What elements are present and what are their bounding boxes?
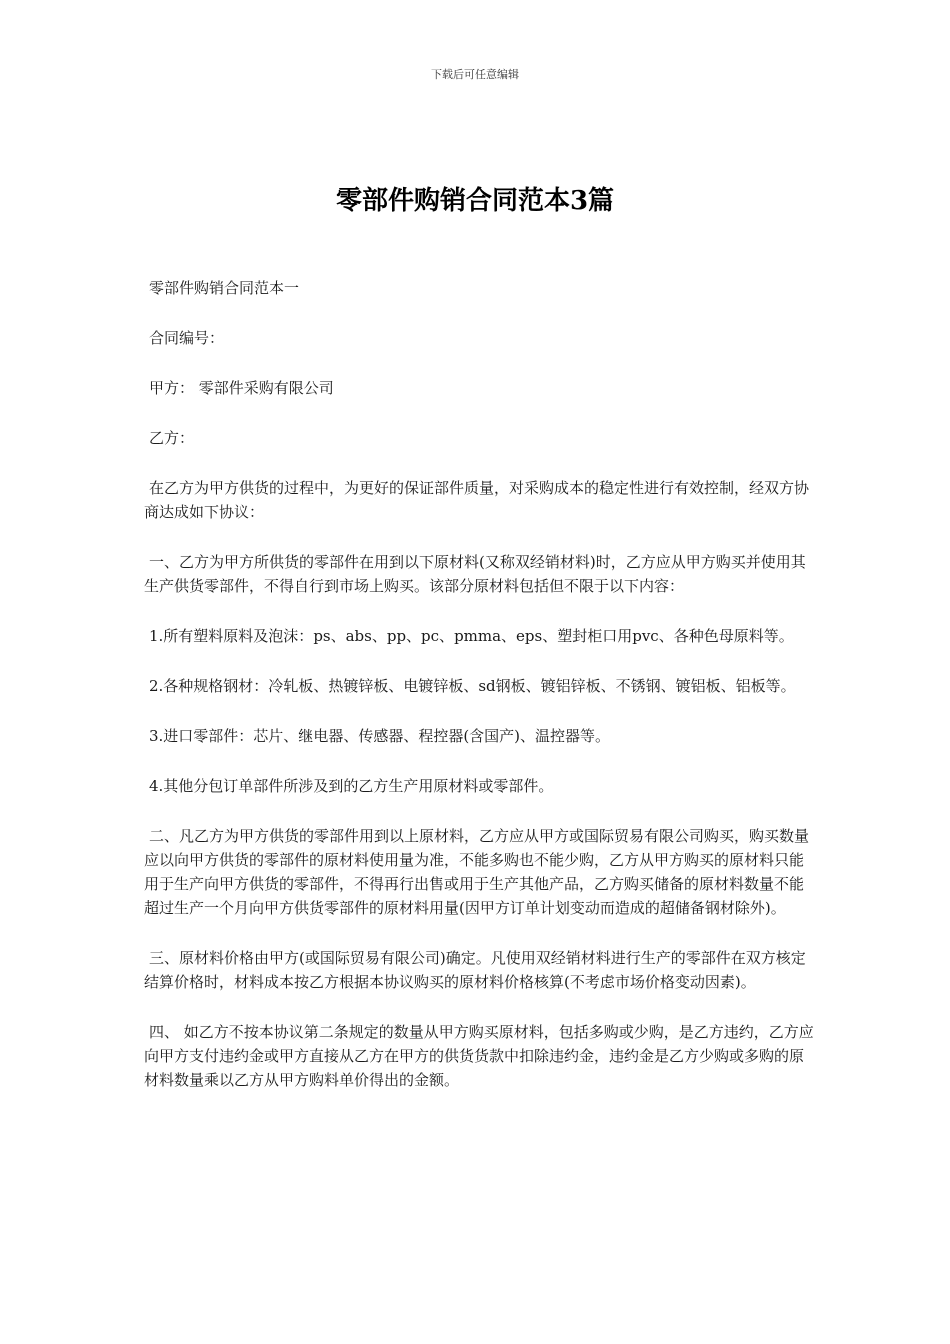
preamble-paragraph <box>144 476 816 524</box>
paragraph-text: 2.各种规格钢材：冷轧板、热镀锌板、电镀锌板、sd钢板、镀铝锌板、不锈钢、镀铝板、铝板等。 <box>149 677 796 695</box>
paragraph-text: 合同编号： <box>149 329 225 347</box>
paragraph-text: 3.进口零部件：芯片、继电器、传感器、程控器(含国产)、温控器等。 <box>149 727 611 745</box>
document-body <box>144 276 816 1118</box>
list-item-steel <box>144 674 816 698</box>
paragraph-text: 零部件购销合同范本一 <box>149 279 300 297</box>
paragraph-text: 四、 如乙方不按本协议第二条规定的数量从甲方购买原材料，包括多购或少购，是乙方违约，乙方应向甲方支付违约金或甲方直接从乙方在甲方的供货货款中扣除违约金，违约金是乙方少购或多购的原材料数量乘以乙方从甲方购料单价得出的金额。 <box>144 1023 814 1089</box>
paragraph-text: 三、原材料价格由甲方(或国际贸易有限公司)确定。凡使用双经销材料进行生产的零部件在双方核定结算价格时，材料成本按乙方根据本协议购买的原材料价格核算(不考虑市场价格变动因素)。 <box>144 949 806 991</box>
clause-four <box>144 1020 816 1092</box>
clause-three <box>144 946 816 994</box>
party-b-line <box>144 426 816 450</box>
paragraph-text: 二、凡乙方为甲方供货的零部件用到以上原材料，乙方应从甲方或国际贸易有限公司购买，购买数量应以向甲方供货的零部件的原材料使用量为准，不能多购也不能少购，乙方从甲方购买的原材料只能用于生产向甲方供货的零部件，不得再行出售或用于生产其他产品，乙方购买储备的原材料数量不能超过生产一个月向甲方供货零部件的原材料用量(因甲方订单计划变动而造成的超储备钢材除外)。 <box>144 827 810 917</box>
paragraph-text: 甲方： 零部件采购有限公司 <box>149 379 334 397</box>
paragraph-text: 一、乙方为甲方所供货的零部件在用到以下原材料(又称双经销材料)时，乙方应从甲方购买并使用其生产供货零部件，不得自行到市场上购买。该部分原材料包括但不限于以下内容： <box>144 553 806 595</box>
section-heading-contract-one <box>144 276 816 300</box>
list-item-plastics <box>144 624 816 648</box>
header-note: 下载后可任意编辑 <box>431 68 519 81</box>
paragraph-text: 乙方： <box>149 429 195 447</box>
list-item-other <box>144 774 816 798</box>
list-item-imported-parts <box>144 724 816 748</box>
document-title: 零部件购销合同范本3篇 <box>335 186 615 216</box>
party-a-line <box>144 376 816 400</box>
paragraph-text: 4.其他分包订单部件所涉及到的乙方生产用原材料或零部件。 <box>149 777 554 795</box>
contract-number-line <box>144 326 816 350</box>
clause-two <box>144 824 816 920</box>
clause-one <box>144 550 816 598</box>
paragraph-text: 1.所有塑料原料及泡沫：ps、abs、pp、pc、pmma、eps、塑封柜口用pvc、各种色母原料等。 <box>149 627 794 645</box>
paragraph-text: 在乙方为甲方供货的过程中，为更好的保证部件质量，对采购成本的稳定性进行有效控制，经双方协商达成如下协议： <box>144 479 810 521</box>
